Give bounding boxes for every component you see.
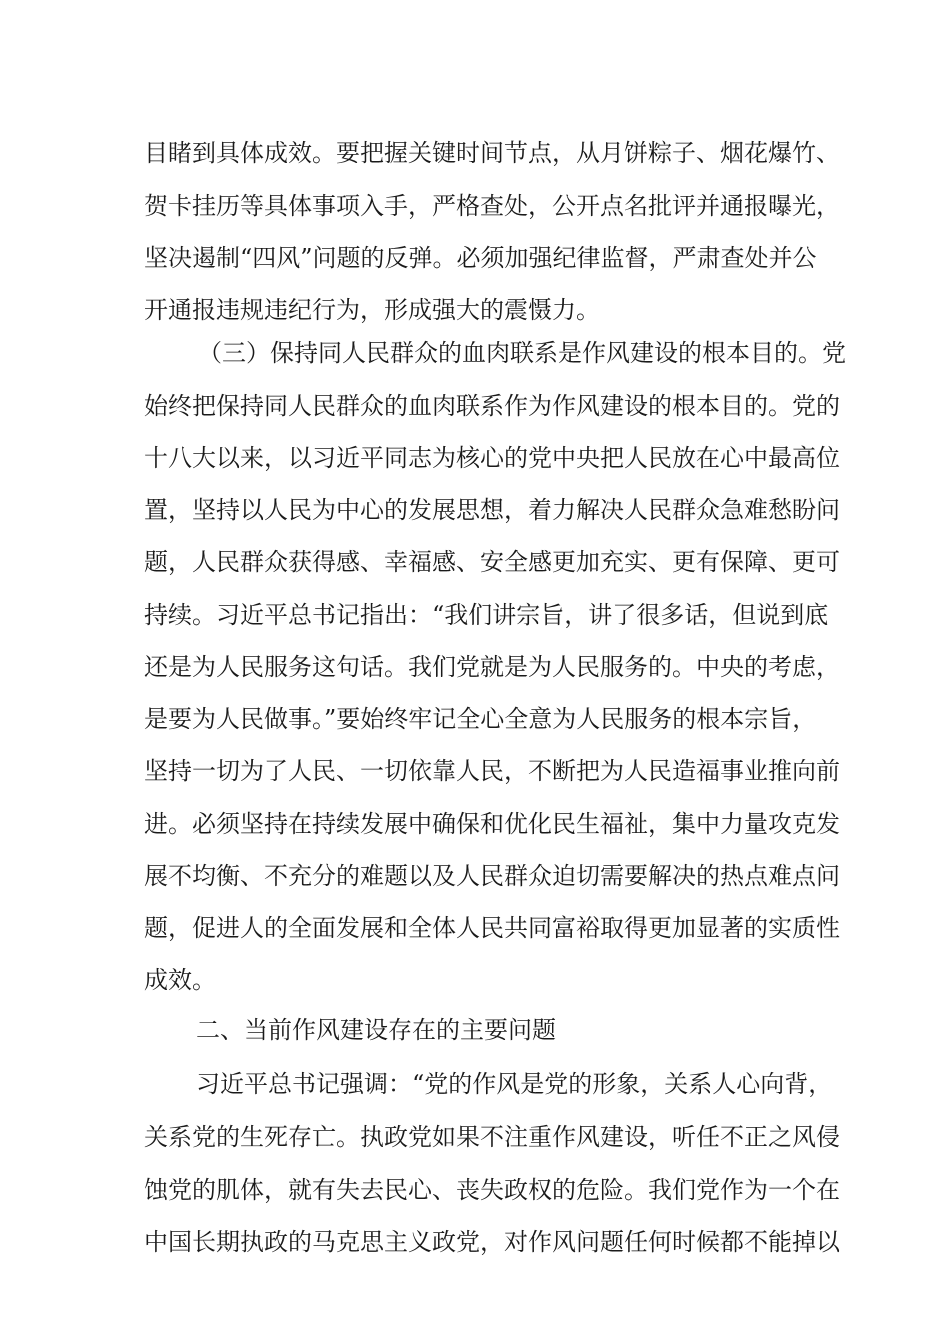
paragraph-1-line-1: 目睹到具体成效。要把握关键时间节点，从月饼粽子、烟花爆竹、 <box>144 139 840 167</box>
section-heading: 二、当前作风建设存在的主要问题 <box>196 1016 556 1044</box>
paragraph-2-line-13: 成效。 <box>144 966 216 994</box>
paragraph-3-line-2: 关系党的生死存亡。执政党如果不注重作风建设，听任不正之风侵 <box>144 1123 840 1151</box>
paragraph-2-line-11: 展不均衡、不充分的难题以及人民群众迫切需要解决的热点难点问 <box>144 862 840 890</box>
paragraph-2-line-9: 坚持一切为了人民、一切依靠人民，不断把为人民造福事业推向前 <box>144 757 840 785</box>
paragraph-3-line-4: 中国长期执政的马克思主义政党，对作风问题任何时候都不能掉以 <box>144 1228 840 1256</box>
paragraph-1-line-2: 贺卡挂历等具体事项入手，严格查处，公开点名批评并通报曝光， <box>144 192 840 220</box>
paragraph-2-line-5: 题，人民群众获得感、幸福感、安全感更加充实、更有保障、更可 <box>144 548 840 576</box>
paragraph-2-line-6: 持续。习近平总书记指出：“我们讲宗旨，讲了很多话，但说到底 <box>144 601 829 629</box>
paragraph-3-line-1: 习近平总书记强调：“党的作风是党的形象，关系人心向背， <box>196 1070 833 1098</box>
paragraph-1-line-4: 开通报违规违纪行为，形成强大的震慑力。 <box>144 296 600 324</box>
paragraph-2-line-12: 题，促进人的全面发展和全体人民共同富裕取得更加显著的实质性 <box>144 914 840 942</box>
paragraph-2-line-8: 是要为人民做事。”要始终牢记全心全意为人民服务的根本宗旨， <box>144 705 817 733</box>
paragraph-3-line-3: 蚀党的肌体，就有失去民心、丧失政权的危险。我们党作为一个在 <box>144 1176 840 1204</box>
paragraph-1-line-3: 坚决遏制“四风”问题的反弹。必须加强纪律监督，严肃查处并公 <box>144 244 817 272</box>
paragraph-2-line-10: 进。必须坚持在持续发展中确保和优化民生福祉，集中力量攻克发 <box>144 810 840 838</box>
paragraph-2-line-4: 置，坚持以人民为中心的发展思想，着力解决人民群众急难愁盼问 <box>144 496 840 524</box>
paragraph-2-line-7: 还是为人民服务这句话。我们党就是为人民服务的。中央的考虑， <box>144 653 840 681</box>
paragraph-2-line-3: 十八大以来，以习近平同志为核心的党中央把人民放在心中最高位 <box>144 444 840 472</box>
paragraph-2-line-2: 始终把保持同人民群众的血肉联系作为作风建设的根本目的。党的 <box>144 392 840 420</box>
paragraph-2-line-1: （三）保持同人民群众的血肉联系是作风建设的根本目的。党 <box>198 339 846 367</box>
